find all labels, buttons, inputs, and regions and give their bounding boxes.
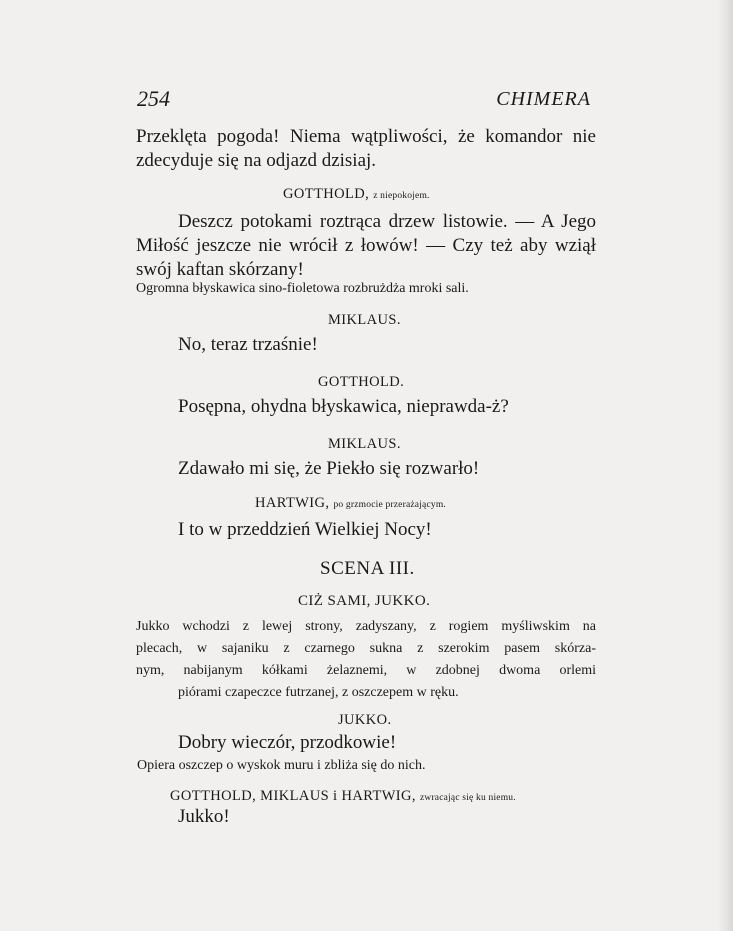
page-number: 254	[137, 86, 170, 111]
stage-direction: Jukko wchodzi z lewej strony, zadyszany, z rogiem myśliwskim na	[136, 619, 596, 634]
speaker-heading	[170, 788, 516, 805]
speaker-heading: GOTTHOLD.	[318, 374, 405, 390]
stage-direction: nym, nabijanym kółkami żelaznemi, w zdobnej dwoma orlemi	[136, 663, 596, 678]
speaker-heading: MIKLAUS.	[328, 312, 401, 328]
dialogue-line: swój kaftan skórzany!	[136, 259, 304, 280]
dialogue-line: Jukko!	[178, 806, 230, 827]
dialogue-line: I to w przeddzień Wielkiej Nocy!	[178, 519, 432, 540]
dialogue-line: Dobry wieczór, przodkowie!	[178, 732, 397, 753]
speaker-name: HARTWIG,	[255, 495, 330, 511]
running-title: CHIMERA	[496, 88, 591, 110]
scene-title: SCENA III.	[320, 558, 415, 579]
stage-direction: plecach, w sajaniku z czarnego sukna z szerokim pasem skórza-	[136, 641, 596, 656]
speaker-heading: JUKKO.	[338, 712, 392, 728]
speaker-direction: po grzmocie przerażającym.	[333, 500, 446, 510]
stage-direction: piórami czapeczce futrzanej, z oszczepem w ręku.	[178, 685, 459, 700]
speaker-name: GOTTHOLD, MIKLAUS i HARTWIG,	[170, 788, 416, 804]
speaker-direction: zwracając się ku niemu.	[419, 793, 516, 803]
dialogue-line: Przeklęta pogoda! Niema wątpliwości, że komandor nie	[136, 126, 596, 147]
scene-persons: CIŻ SAMI, JUKKO.	[298, 593, 431, 609]
stage-direction: Opiera oszczep o wyskok muru i zbliża się do nich.	[137, 758, 426, 773]
dialogue-line: Miłość jeszcze nie wrócił z łowów! — Czy też aby wziął	[136, 235, 596, 256]
speaker-direction: z niepokojem.	[373, 191, 430, 201]
dialogue-line: Zdawało mi się, że Piekło się rozwarło!	[178, 458, 480, 479]
speaker-heading	[255, 495, 446, 512]
page-edge-shadow	[717, 0, 733, 931]
dialogue-line: Deszcz potokami roztrąca drzew listowie. — A Jego	[178, 211, 596, 232]
dialogue-line: Posępna, ohydna błyskawica, nieprawda-ż?	[178, 396, 509, 417]
speaker-heading: MIKLAUS.	[328, 436, 401, 452]
stage-direction: Ogromna błyskawica sino-fioletowa rozbrużdża mroki sali.	[136, 281, 469, 296]
dialogue-line: zdecyduje się na odjazd dzisiaj.	[136, 150, 377, 171]
speaker-name: GOTTHOLD,	[283, 186, 370, 202]
speaker-heading	[283, 186, 430, 203]
dialogue-line: No, teraz trzaśnie!	[178, 334, 318, 355]
